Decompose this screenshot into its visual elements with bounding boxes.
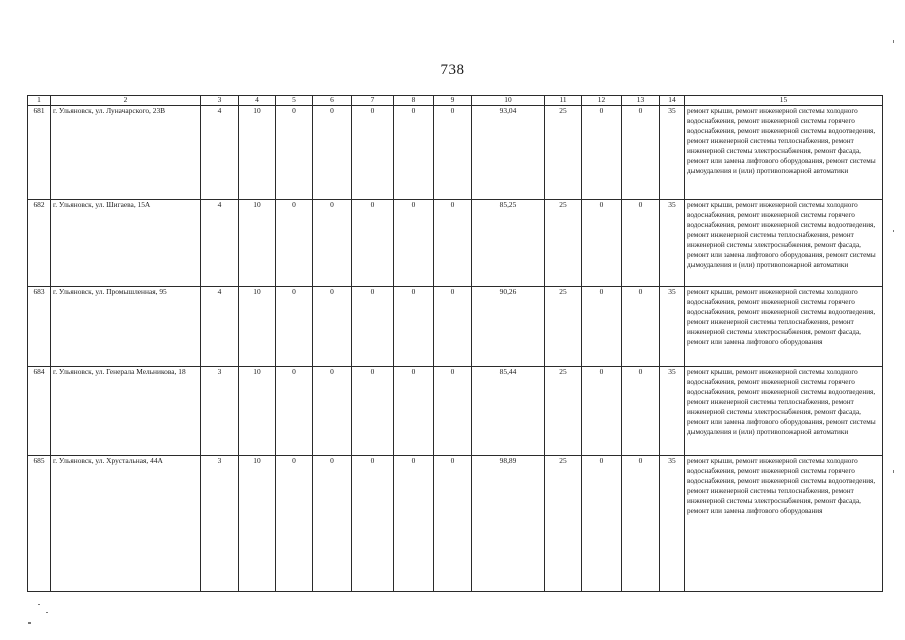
column-header: 3: [201, 96, 239, 106]
cell-col4: 10: [239, 456, 276, 592]
row-number: 682: [28, 200, 51, 287]
table-row: [28, 367, 883, 456]
column-header: 9: [434, 96, 472, 106]
cell-col3: 4: [201, 200, 239, 287]
scan-speck: [893, 230, 894, 232]
cell-col5: 0: [276, 200, 313, 287]
cell-col5: 0: [276, 456, 313, 592]
cell-col10: 85,25: [472, 200, 545, 287]
cell-col4: 10: [239, 200, 276, 287]
cell-col4: 10: [239, 367, 276, 456]
address-cell: г. Ульяновск, ул. Шигаева, 15А: [51, 200, 201, 287]
cell-col11: 25: [545, 367, 582, 456]
cell-col5: 0: [276, 106, 313, 200]
column-header: 5: [276, 96, 313, 106]
cell-col14: 35: [660, 287, 685, 367]
cell-col8: 0: [394, 287, 434, 367]
cell-col9: 0: [434, 456, 472, 592]
address-cell: г. Ульяновск, ул. Генерала Мельникова, 18: [51, 367, 201, 456]
cell-col6: 0: [313, 456, 352, 592]
column-header: 11: [545, 96, 582, 106]
cell-col3: 3: [201, 367, 239, 456]
scan-speck: [893, 40, 894, 43]
column-header: 15: [685, 96, 883, 106]
address-cell: г. Ульяновск, ул. Хрустальная, 44А: [51, 456, 201, 592]
cell-col10: 85,44: [472, 367, 545, 456]
works-cell: ремонт крыши, ремонт инженерной системы холодного водоснабжения, ремонт инженерной системы горячего водоснабжения, ремонт инженерной системы водоотведения, ремонт инженерной системы теплоснабжения, ремонт инженерной системы электроснабжения, ремонт фасада, ремонт или замена лифтового оборудования: [685, 287, 883, 367]
cell-col7: 0: [352, 287, 394, 367]
cell-col10: 90,26: [472, 287, 545, 367]
cell-col11: 25: [545, 106, 582, 200]
header-row: [28, 96, 883, 106]
cell-col13: 0: [622, 456, 660, 592]
cell-col7: 0: [352, 106, 394, 200]
cell-col3: 4: [201, 106, 239, 200]
cell-col14: 35: [660, 367, 685, 456]
page-number: 738: [440, 62, 465, 78]
cell-col8: 0: [394, 367, 434, 456]
cell-col11: 25: [545, 200, 582, 287]
cell-col6: 0: [313, 106, 352, 200]
table-row: [28, 456, 883, 592]
cell-col10: 93,04: [472, 106, 545, 200]
cell-col3: 4: [201, 287, 239, 367]
column-header: 8: [394, 96, 434, 106]
cell-col8: 0: [394, 106, 434, 200]
cell-col13: 0: [622, 367, 660, 456]
column-header: 7: [352, 96, 394, 106]
column-header: 2: [51, 96, 201, 106]
cell-col10: 98,89: [472, 456, 545, 592]
works-cell: ремонт крыши, ремонт инженерной системы холодного водоснабжения, ремонт инженерной системы горячего водоснабжения, ремонт инженерной системы водоотведения, ремонт инженерной системы теплоснабжения, ремонт инженерной системы электроснабжения, ремонт фасада, ремонт или замена лифтового оборудования, ремонт системы дымоудаления и (или) противопожарной автоматики: [685, 367, 883, 456]
row-number: 683: [28, 287, 51, 367]
column-header: 12: [582, 96, 622, 106]
column-header: 14: [660, 96, 685, 106]
cell-col8: 0: [394, 200, 434, 287]
works-cell: ремонт крыши, ремонт инженерной системы холодного водоснабжения, ремонт инженерной системы горячего водоснабжения, ремонт инженерной системы водоотведения, ремонт инженерной системы теплоснабжения, ремонт инженерной системы электроснабжения, ремонт фасада, ремонт или замена лифтового оборудования, ремонт системы дымоудаления и (или) противопожарной автоматики: [685, 200, 883, 287]
row-number: 685: [28, 456, 51, 592]
column-header: 13: [622, 96, 660, 106]
cell-col9: 0: [434, 367, 472, 456]
table-row: [28, 287, 883, 367]
cell-col4: 10: [239, 287, 276, 367]
table-row: [28, 200, 883, 287]
cell-col7: 0: [352, 200, 394, 287]
cell-col5: 0: [276, 367, 313, 456]
register-table: [27, 95, 883, 592]
cell-col12: 0: [582, 287, 622, 367]
cell-col14: 35: [660, 200, 685, 287]
cell-col13: 0: [622, 106, 660, 200]
cell-col12: 0: [582, 106, 622, 200]
works-cell: ремонт крыши, ремонт инженерной системы холодного водоснабжения, ремонт инженерной системы горячего водоснабжения, ремонт инженерной системы водоотведения, ремонт инженерной системы теплоснабжения, ремонт инженерной системы электроснабжения, ремонт фасада, ремонт или замена лифтового оборудования: [685, 456, 883, 592]
scan-speck: [38, 604, 40, 605]
column-header: 1: [28, 96, 51, 106]
column-header: 6: [313, 96, 352, 106]
cell-col12: 0: [582, 367, 622, 456]
column-header: 4: [239, 96, 276, 106]
cell-col8: 0: [394, 456, 434, 592]
row-number: 684: [28, 367, 51, 456]
cell-col9: 0: [434, 200, 472, 287]
cell-col11: 25: [545, 287, 582, 367]
row-number: 681: [28, 106, 51, 200]
cell-col11: 25: [545, 456, 582, 592]
cell-col12: 0: [582, 456, 622, 592]
cell-col14: 35: [660, 456, 685, 592]
address-cell: г. Ульяновск, ул. Луначарского, 23В: [51, 106, 201, 200]
scan-speck: [28, 622, 31, 624]
works-cell: ремонт крыши, ремонт инженерной системы холодного водоснабжения, ремонт инженерной системы горячего водоснабжения, ремонт инженерной системы водоотведения, ремонт инженерной системы теплоснабжения, ремонт инженерной системы электроснабжения, ремонт фасада, ремонт или замена лифтового оборудования, ремонт системы дымоудаления и (или) противопожарной автоматики: [685, 106, 883, 200]
column-header: 10: [472, 96, 545, 106]
table-row: [28, 106, 883, 200]
scan-speck: [46, 612, 48, 613]
cell-col6: 0: [313, 287, 352, 367]
cell-col9: 0: [434, 287, 472, 367]
cell-col6: 0: [313, 200, 352, 287]
cell-col7: 0: [352, 367, 394, 456]
address-cell: г. Ульяновск, ул. Промышленная, 95: [51, 287, 201, 367]
cell-col13: 0: [622, 287, 660, 367]
cell-col6: 0: [313, 367, 352, 456]
cell-col5: 0: [276, 287, 313, 367]
cell-col7: 0: [352, 456, 394, 592]
cell-col9: 0: [434, 106, 472, 200]
cell-col14: 35: [660, 106, 685, 200]
scan-speck: [893, 470, 894, 473]
cell-col12: 0: [582, 200, 622, 287]
cell-col13: 0: [622, 200, 660, 287]
cell-col3: 3: [201, 456, 239, 592]
cell-col4: 10: [239, 106, 276, 200]
